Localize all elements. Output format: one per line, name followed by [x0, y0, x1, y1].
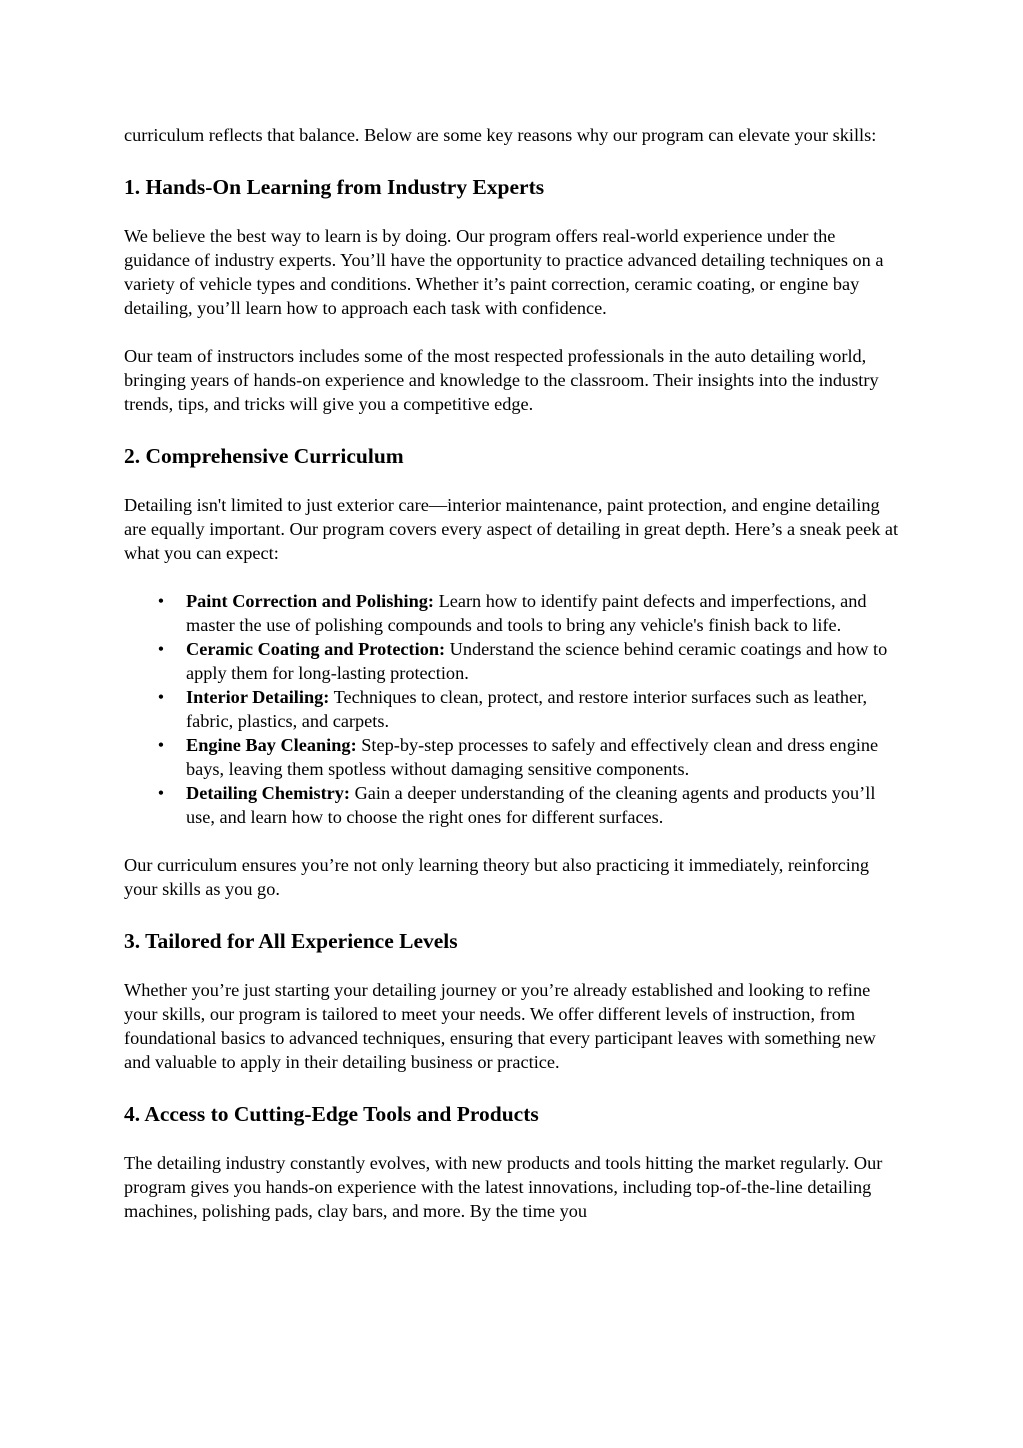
section-heading-tools-and-products: 4. Access to Cutting-Edge Tools and Products — [124, 1102, 539, 1126]
topic-term: Ceramic Coating and Protection: — [186, 639, 446, 659]
section-heading-comprehensive-curriculum: 2. Comprehensive Curriculum — [124, 444, 404, 468]
topic-description: Understand the science behind ceramic coatings and how to apply them for long-lasting protection. — [186, 639, 888, 683]
section-heading-experience-levels: 3. Tailored for All Experience Levels — [124, 929, 458, 953]
bullet-icon: • — [157, 783, 165, 803]
list-item — [124, 589, 904, 637]
topic-description: Learn how to identify paint defects and imperfections, and master the use of polishing compounds and tools to bring any vehicle's finish back to life. — [186, 591, 867, 635]
topic-description: Techniques to clean, protect, and restore interior surfaces such as leather, fabric, plastics, and carpets. — [186, 687, 868, 731]
list-item — [124, 637, 904, 685]
topic-term: Interior Detailing: — [186, 687, 330, 707]
topic-term: Paint Correction and Polishing: — [186, 591, 434, 611]
curriculum-topic-list — [124, 589, 904, 829]
bullet-icon: • — [157, 687, 165, 707]
section-paragraph: Whether you’re just starting your detailing journey or you’re already established and looking to refine your skills, our program is tailored to meet your needs. We offer different levels of instruction, from foundational basics to advanced techniques, ensuring that every participant leaves with something new and valuable to apply in their detailing business or practice. — [124, 980, 876, 1072]
section-paragraph: The detailing industry constantly evolves, with new products and tools hitting the market regularly. Our program gives you hands-on experience with the latest innovations, including top-of-the-line detailing machines, polishing pads, clay bars, and more. By the time you — [124, 1153, 883, 1221]
section-paragraph: Our team of instructors includes some of the most respected professionals in the auto detailing world, bringing years of hands-on experience and knowledge to the classroom. Their insights into the industry trends, tips, and tricks will give you a competitive edge. — [124, 346, 879, 414]
topic-description: Gain a deeper understanding of the cleaning agents and products you’ll use, and learn how to choose the right ones for different surfaces. — [186, 783, 876, 827]
bullet-icon: • — [157, 639, 165, 659]
section-heading-hands-on-learning: 1. Hands-On Learning from Industry Experts — [124, 175, 545, 199]
list-item — [124, 733, 904, 781]
intro-paragraph: curriculum reflects that balance. Below are some key reasons why our program can elevate your skills: — [124, 125, 877, 145]
bullet-icon: • — [157, 591, 165, 611]
list-item — [124, 781, 904, 829]
section-paragraph: Our curriculum ensures you’re not only learning theory but also practicing it immediately, reinforcing your skills as you go. — [124, 855, 870, 899]
topic-term: Detailing Chemistry: — [186, 783, 350, 803]
bullet-icon: • — [157, 735, 165, 755]
list-item — [124, 685, 904, 733]
topic-description: Step-by-step processes to safely and effectively clean and dress engine bays, leaving them spotless without damaging sensitive components. — [186, 735, 879, 779]
document-page — [124, 123, 904, 1247]
section-paragraph: Detailing isn't limited to just exterior care—interior maintenance, paint protection, and engine detailing are equally important. Our program covers every aspect of detailing in great depth. Here’s a sneak peek at what you can expect: — [124, 495, 899, 563]
topic-term: Engine Bay Cleaning: — [186, 735, 357, 755]
section-paragraph: We believe the best way to learn is by doing. Our program offers real-world experience under the guidance of industry experts. You’ll have the opportunity to practice advanced detailing techniques on a variety of vehicle types and conditions. Whether it’s paint correction, ceramic coating, or engine bay detailing, you’ll learn how to approach each task with confidence. — [124, 226, 884, 318]
